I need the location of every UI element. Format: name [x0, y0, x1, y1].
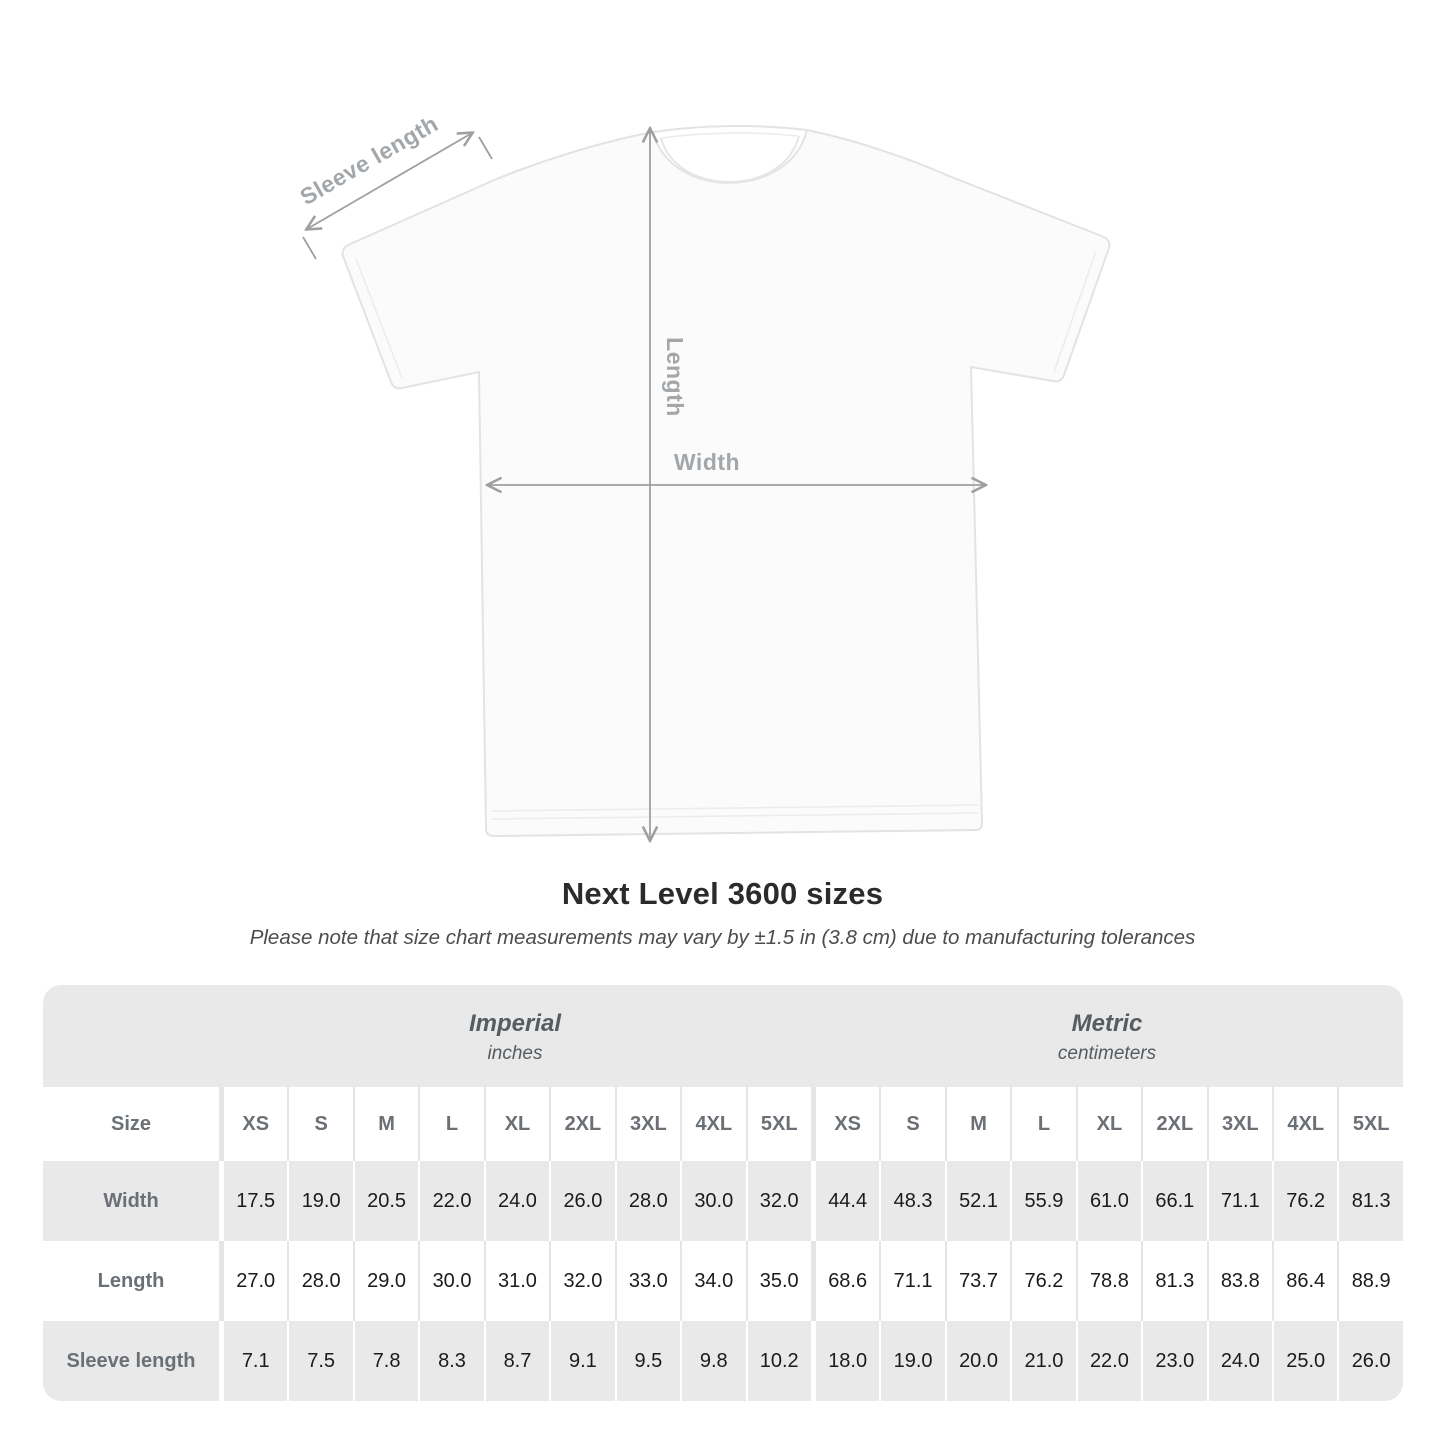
length-diagram-label: Length [662, 337, 688, 417]
row-label: Width [103, 1189, 159, 1212]
unit-header-band [43, 985, 1403, 1087]
value-cell: 35.0 [746, 1241, 811, 1321]
value-cell: 22.0 [418, 1161, 483, 1241]
value-cell: 33.0 [615, 1241, 680, 1321]
metric-unit-group [811, 985, 1403, 1087]
value-cell: 10.2 [746, 1321, 811, 1401]
value-cell: 48.3 [879, 1161, 944, 1241]
value-cell: 24.0 [1207, 1321, 1272, 1401]
size-col-header: S [287, 1087, 352, 1161]
size-row-label: Size [110, 1112, 152, 1135]
table-row [43, 1321, 1403, 1401]
size-col-header: L [1010, 1087, 1075, 1161]
sleeve-length-diagram-label: Sleeve length [295, 110, 443, 211]
value-cell: 7.5 [287, 1321, 352, 1401]
tshirt-measurement-diagram [255, 85, 1195, 875]
size-col-header: L [418, 1087, 483, 1161]
value-cell: 66.1 [1141, 1161, 1206, 1241]
table-row [43, 1161, 1403, 1241]
page-title: Next Level 3600 sizes [561, 876, 884, 911]
value-cell: 88.9 [1337, 1241, 1402, 1321]
imperial-unit-group [219, 985, 811, 1087]
value-cell: 27.0 [219, 1241, 287, 1321]
value-cell: 7.8 [353, 1321, 418, 1401]
value-cell: 9.8 [680, 1321, 745, 1401]
value-cell: 83.8 [1207, 1241, 1272, 1321]
size-col-header: 4XL [680, 1087, 745, 1161]
sleeve-arrow-tick-top [479, 137, 492, 159]
value-cell: 44.4 [811, 1161, 879, 1241]
value-cell: 22.0 [1076, 1321, 1141, 1401]
value-cell: 26.0 [1337, 1321, 1402, 1401]
value-cell: 30.0 [680, 1161, 745, 1241]
value-cell: 23.0 [1141, 1321, 1206, 1401]
value-cell: 21.0 [1010, 1321, 1075, 1401]
sleeve-arrow-tick-bottom [303, 237, 316, 259]
value-cell: 55.9 [1010, 1161, 1075, 1241]
value-cell: 19.0 [287, 1161, 352, 1241]
value-cell: 28.0 [287, 1241, 352, 1321]
size-table [43, 985, 1403, 1401]
value-cell: 17.5 [219, 1161, 287, 1241]
value-cell: 18.0 [811, 1321, 879, 1401]
imperial-sublabel: inches [487, 1042, 543, 1064]
value-cell: 25.0 [1272, 1321, 1337, 1401]
value-cell: 86.4 [1272, 1241, 1337, 1321]
size-col-header: 5XL [1337, 1087, 1402, 1161]
size-col-header: 2XL [1141, 1087, 1206, 1161]
size-col-header: XL [484, 1087, 549, 1161]
size-col-header: S [879, 1087, 944, 1161]
value-cell: 8.3 [418, 1321, 483, 1401]
metric-label: Metric [1071, 1009, 1143, 1037]
value-cell: 81.3 [1337, 1161, 1402, 1241]
value-cell: 78.8 [1076, 1241, 1141, 1321]
value-cell: 76.2 [1010, 1241, 1075, 1321]
value-cell: 32.0 [746, 1161, 811, 1241]
page-subtitle: Please note that size chart measurements may vary by ±1.5 in (3.8 cm) due to manufacturing tolerances [249, 926, 1196, 949]
row-label: Length [97, 1269, 165, 1292]
value-cell: 8.7 [484, 1321, 549, 1401]
size-col-header: M [353, 1087, 418, 1161]
value-cell: 32.0 [549, 1241, 614, 1321]
metric-sublabel: centimeters [1057, 1042, 1157, 1064]
size-col-header: 2XL [549, 1087, 614, 1161]
unit-band-spacer [43, 985, 219, 1087]
value-cell: 9.5 [615, 1321, 680, 1401]
value-cell: 71.1 [1207, 1161, 1272, 1241]
value-cell: 20.5 [353, 1161, 418, 1241]
row-label: Sleeve length [66, 1349, 196, 1372]
value-cell: 71.1 [879, 1241, 944, 1321]
value-cell: 52.1 [945, 1161, 1010, 1241]
size-col-header: 5XL [746, 1087, 811, 1161]
value-cell: 73.7 [945, 1241, 1010, 1321]
value-cell: 29.0 [353, 1241, 418, 1321]
value-cell: 81.3 [1141, 1241, 1206, 1321]
value-cell: 30.0 [418, 1241, 483, 1321]
value-cell: 61.0 [1076, 1161, 1141, 1241]
value-cell: 34.0 [680, 1241, 745, 1321]
imperial-label: Imperial [468, 1009, 562, 1037]
value-cell: 31.0 [484, 1241, 549, 1321]
value-cell: 24.0 [484, 1161, 549, 1241]
size-col-header: 4XL [1272, 1087, 1337, 1161]
value-cell: 26.0 [549, 1161, 614, 1241]
value-cell: 76.2 [1272, 1161, 1337, 1241]
measurement-rows [43, 1161, 1403, 1401]
value-cell: 68.6 [811, 1241, 879, 1321]
table-row [43, 1241, 1403, 1321]
size-col-header: 3XL [615, 1087, 680, 1161]
tshirt-graphic [343, 126, 1110, 836]
value-cell: 28.0 [615, 1161, 680, 1241]
size-col-header: 3XL [1207, 1087, 1272, 1161]
size-header-row [43, 1087, 1403, 1161]
size-col-header: XS [219, 1087, 287, 1161]
size-col-header: XS [811, 1087, 879, 1161]
size-col-header: XL [1076, 1087, 1141, 1161]
value-cell: 9.1 [549, 1321, 614, 1401]
value-cell: 20.0 [945, 1321, 1010, 1401]
value-cell: 19.0 [879, 1321, 944, 1401]
width-diagram-label: Width [673, 449, 741, 475]
value-cell: 7.1 [219, 1321, 287, 1401]
size-col-header: M [945, 1087, 1010, 1161]
